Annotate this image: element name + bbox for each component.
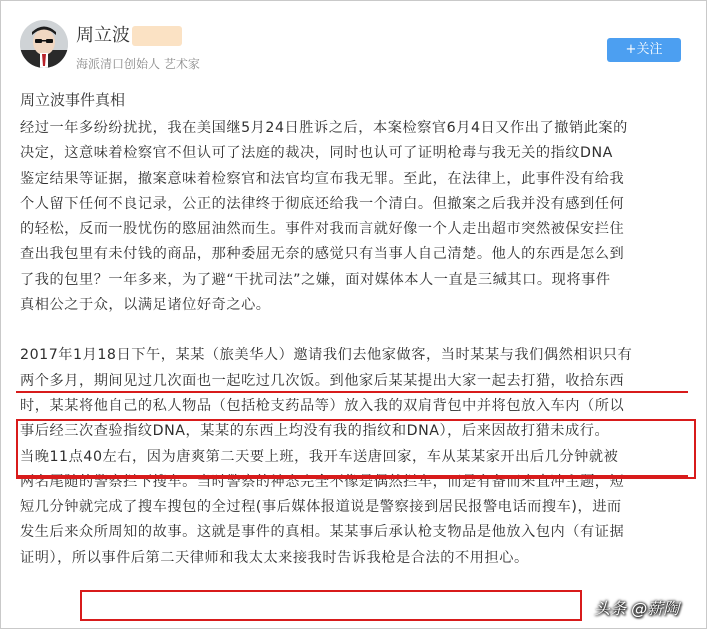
author-role: 海派清口创始人 艺术家: [76, 57, 200, 71]
body-line: 经过一年多纷纷扰扰，我在美国继5月24日胜诉之后，本案检察官6月4日又作出了撤销此案的: [20, 120, 628, 136]
author-name[interactable]: 周立波: [76, 25, 130, 46]
follow-button[interactable]: +关注: [607, 38, 681, 62]
body-line: 两名尾随的警察拦下搜车。当时警察的神态完全不像是偶然拦车，而是有备而来直冲主题，短: [20, 473, 625, 490]
body-line: 发生后来众所周知的故事。这就是事件的真相。某某事后承认枪支物品是他放入包内（有证据: [20, 524, 625, 541]
toutiao-watermark: 头条 @薪陶: [594, 599, 680, 618]
avatar-portrait-icon: [20, 20, 68, 68]
body-line: 两个多月，期间见过几次面也一起吃过几次饭。到他家后某某提出大家一起去打猎，收拾东西: [20, 372, 625, 389]
body-line: 鉴定结果等证据，撤案意味着检察官和法官均宣布我无罪。至此，在法律上，此事件没有给我: [20, 170, 625, 187]
body-line: 短几分钟就完成了搜车搜包的全过程(事后媒体报道说是警察接到居民报警电话而搜车)，进而: [20, 499, 622, 516]
body-line: 事后经三次查验指纹DNA，某某的东西上均没有我的指纹和DNA），后来因故打猎未成行。: [20, 423, 610, 440]
body-line: 真相公之于众，以满足诸位好奇之心。: [20, 297, 271, 314]
body-line: 查出我包里有未付钱的商品，那种委屈无奈的感觉只有当事人自己清楚。他人的东西是怎么到: [20, 246, 625, 263]
body-line: 时，某某将他自己的私人物品（包括枪支药品等）放入我的双肩背包中并将包放入车内（所以: [20, 397, 625, 414]
body-line: 当晚11点40左右，因为唐爽第二天要上班，我开车送唐回家，车从某某家开出后几分钟就被: [20, 448, 619, 465]
body-line: 了我的包里？一年多来，为了避“干扰司法”之嫌，面对媒体本人一直是三缄其口。现将事件: [20, 271, 611, 288]
body-line: 证明），所以事件后第二天律师和我太太来接我时告诉我枪是合法的不用担心。: [20, 549, 529, 566]
body-line: 2017年1月18日下午，某某（旅美华人）邀请我们去他家做客，当时某某与我们偶然相识只有: [20, 347, 633, 364]
author-avatar[interactable]: [20, 20, 68, 68]
name-redaction-blur: [132, 26, 182, 46]
article-title: 周立波事件真相: [20, 91, 126, 109]
body-line: 个人留下任何不良记录，公正的法律终于彻底还给我一个清白。但撤案之后我并没有感到任何: [20, 195, 625, 212]
body-line: 的轻松，反而一股忧伤的愍屈油然而生。事件对我而言就好像一个人走出超市突然被保安拦住: [20, 221, 625, 238]
body-line: 决定，这意味着检察官不但认可了法庭的裁决，同时也认可了证明枪毒与我无关的指纹DNA: [20, 145, 613, 162]
article-body: [20, 116, 690, 571]
